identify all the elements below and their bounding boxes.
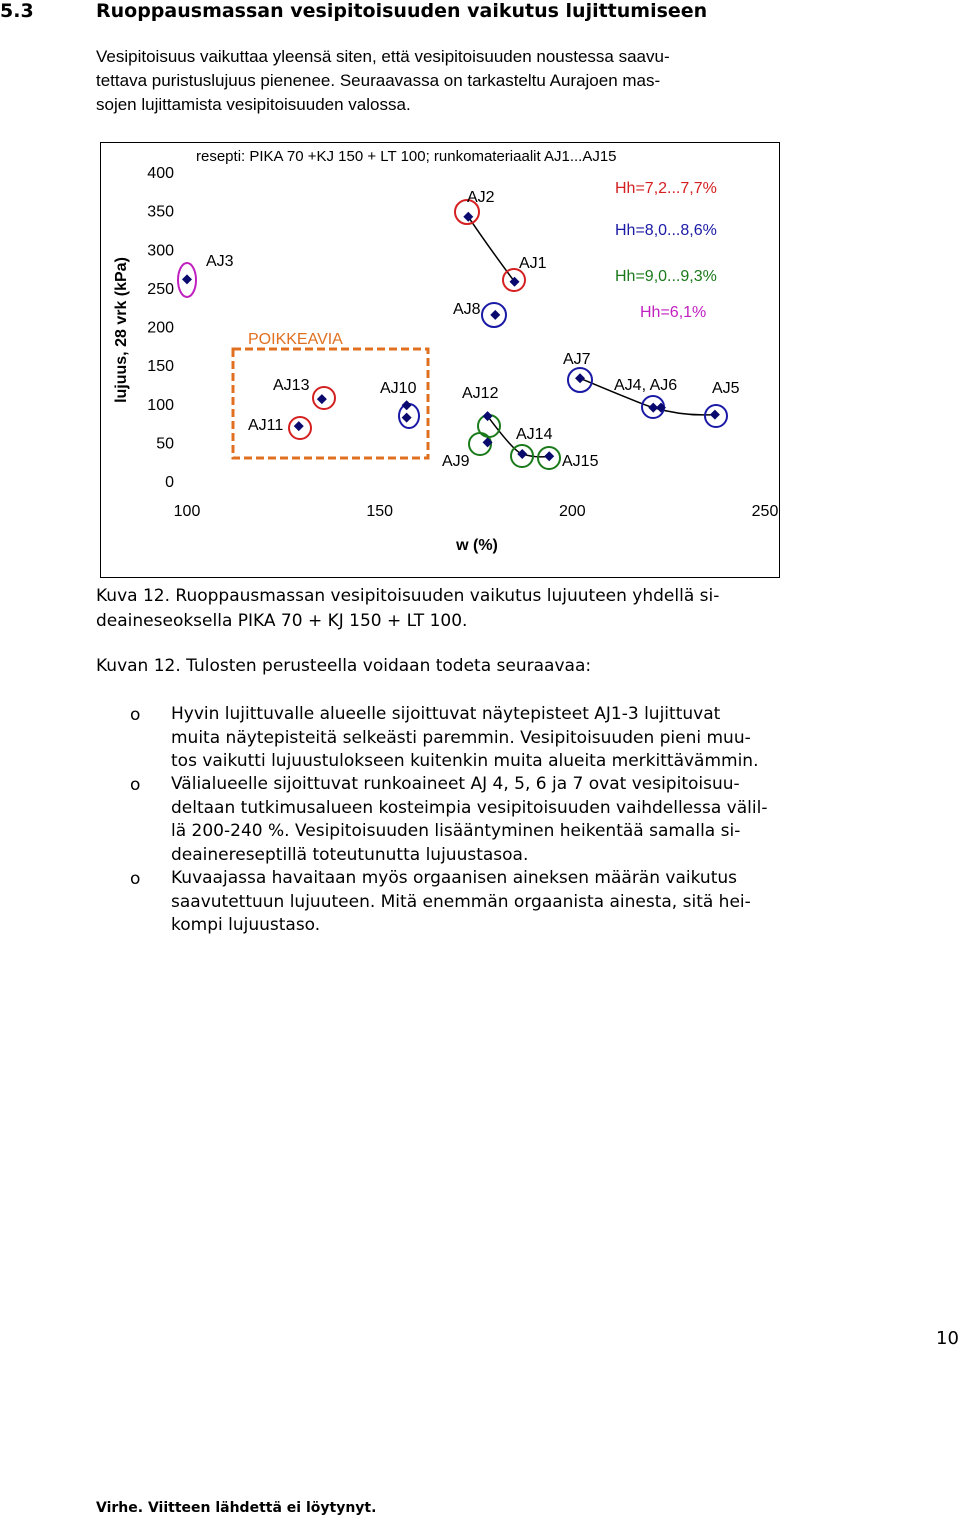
x-axis-label: w (%) [456,537,498,554]
point-label: AJ9 [442,453,470,470]
bullet-item: Välialueelle sijoittuvat runkoaineet AJ 4, 5, 6 ja 7 ovat vesipitoisuu- deltaan tutkimusalueen kosteimpia vesipitoisuuden vaihdellessa välil- lä 200-240 %. Vesipitoisuuden lisääntyminen heikentää samalla si- deainereseptillä toteutunutta lujuustasoa. [171,774,768,865]
data-point-aj5 [710,410,720,420]
section-title: Ruoppausmassan vesipitoisuuden vaikutus lujittumiseen [96,0,708,22]
y-tick-label: 100 [147,396,174,414]
y-tick-label: 0 [165,474,174,491]
y-tick-label: 250 [147,280,174,298]
point-label: AJ3 [206,253,234,270]
data-point-aj14 [517,449,527,459]
page-number: 10 [936,1328,959,1349]
y-axis-label: lujuus, 28 vrk (kPa) [113,257,130,403]
x-tick-label: 150 [366,503,394,520]
point-label: AJ10 [380,380,417,397]
y-tick-label: 400 [147,165,174,182]
chart-title: resepti: PIKA 70 +KJ 150 + LT 100; runkomateriaalit AJ1...AJ15 [196,148,617,165]
x-tick-label: 200 [558,503,586,520]
outlier-box-label: POIKKEAVIA [248,331,343,348]
y-tick-label: 50 [156,435,174,453]
caption-line: Kuva 12. Ruoppausmassan vesipitoisuuden vaikutus lujuuteen yhdellä si- [96,586,720,606]
legend-hh-8: Hh=8,0...8,6% [615,222,717,239]
legend-hh-9: Hh=9,0...9,3% [615,268,717,285]
point-label: AJ8 [453,301,481,318]
point-label: AJ12 [462,385,499,402]
data-point-aj7 [575,373,585,383]
point-label: AJ2 [467,189,495,206]
section-number: 5.3 [0,0,34,22]
data-point-aj13 [317,394,327,404]
point-label: AJ13 [273,377,310,394]
y-tick-labels [147,165,174,491]
point-label: AJ11 [248,417,284,434]
data-point-aj2 [463,212,473,222]
x-tick-label: 250 [751,503,779,520]
legend-hh-6: Hh=6,1% [640,304,707,321]
bullet-item: Kuvaajassa havaitaan myös orgaanisen aineksen määrän vaikutus saavutettuun lujuuteen. Mitä enemmän orgaanista ainesta, sitä hei- kompi lujuustaso. [171,868,751,935]
figure-caption [96,584,826,634]
point-label: AJ5 [712,380,740,397]
point-label: AJ1 [519,255,547,272]
y-tick-label: 200 [147,319,174,337]
caption-line: deaineseoksella PIKA 70 + KJ 150 + LT 100. [96,611,468,631]
data-point-aj15 [544,451,554,461]
intro-line: Vesipitoisuus vaikuttaa yleensä siten, että vesipitoisuuden noustessa saavu- [96,47,670,66]
intro-line: tettava puristuslujuus pienenee. Seuraavassa on tarkasteltu Aurajoen mas- [96,71,661,90]
x-tick-label: 100 [173,503,201,520]
bullet-mark: o [130,869,141,889]
bullet-mark: o [130,775,141,795]
footer-text: Virhe. Viitteen lähdettä ei löytynyt. [96,1500,377,1516]
point-label: AJ4, AJ6 [614,377,678,394]
data-point-aj10 [402,400,412,410]
data-point-aj3 [182,274,192,284]
y-tick-label: 150 [147,358,174,376]
y-tick-label: 350 [147,203,174,221]
outlier-box [233,349,428,458]
bullet-mark: o [130,705,141,725]
y-tick-label: 300 [147,242,174,260]
lead-text: Kuvan 12. Tulosten perusteella voidaan todeta seuraavaa: [96,656,592,676]
data-point-aj11 [294,421,304,431]
point-label: AJ15 [562,453,599,470]
bullet-item: Hyvin lujittuvalle alueelle sijoittuvat näytepisteet AJ1-3 lujittuvat muita näytepisteitä selkeästi paremmin. Vesipitoisuuden pieni muu- tos vaikutti lujuustulokseen kuitenkin muita alueita merkittävämmin. [171,704,759,771]
x-tick-labels [174,503,779,520]
strength-vs-water-chart [0,0,960,600]
point-label: AJ14 [516,426,553,443]
intro-line: sojen lujittamista vesipitoisuuden valossa. [96,95,411,114]
legend-hh-7: Hh=7,2...7,7% [615,180,717,197]
point-label: AJ7 [563,351,591,368]
data-point-aj10 [402,413,412,423]
data-point-aj8 [490,310,500,320]
